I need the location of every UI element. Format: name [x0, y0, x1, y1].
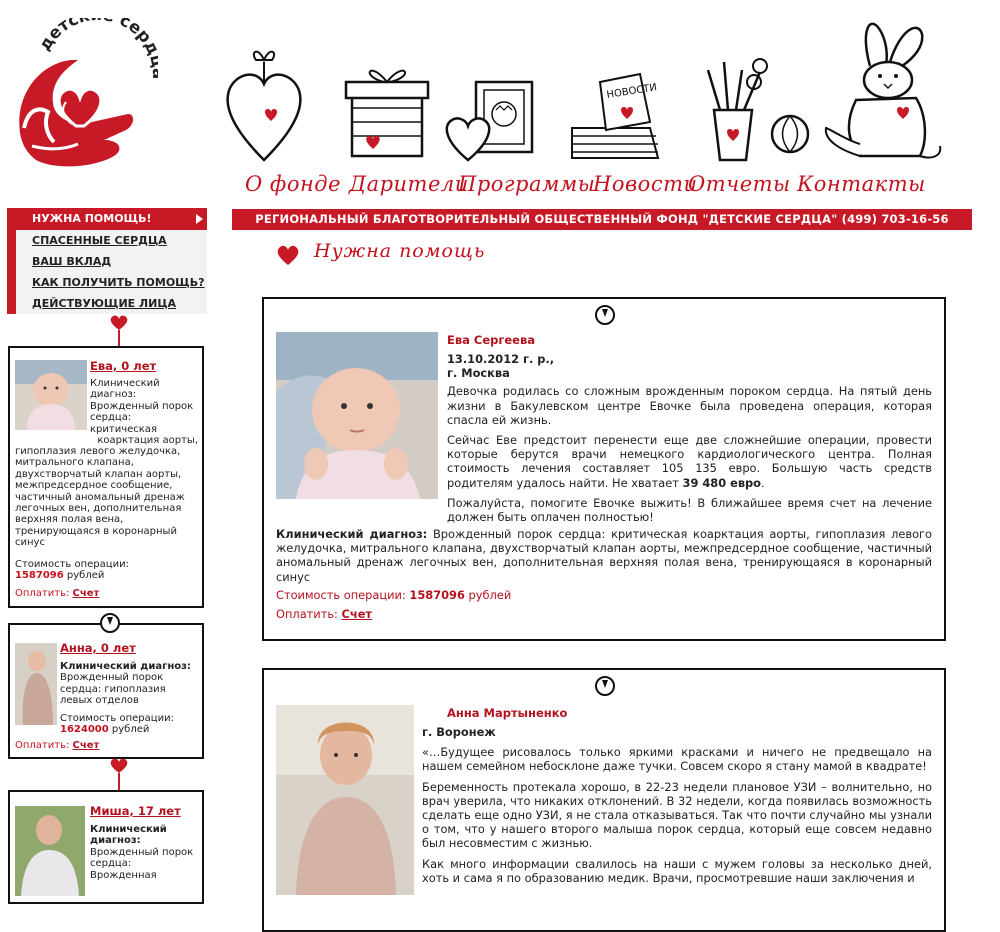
child-photo[interactable]: [15, 360, 87, 430]
invoice-link[interactable]: Счет: [341, 607, 373, 621]
sidebar-child-card: [8, 790, 204, 904]
clinical-diagnosis: Клинический диагноз: Врожденный порок сердца: критическая коарктация аорты, гипоплазия левого желудочка, митрального клапана, двухстворчатый клапан аорты, межпредсердное сообщение, частичный аномальный дренаж легочных вен, дополнительная верхняя полая вена, тренирующаяся в коронарный синус: [276, 527, 932, 584]
child-story: 13.10.2012 г. р., г. Москва Девочка родилась со сложным врожденным пороком сердца. На пятый день жизни в Бакулевском центре Евочке была проведена операция, которая спасла ей жизнь. Сейчас Еве предстоит перенести еще две сложнейшие операции, провести которые берутся врачи немецкого кардиологического центра. Полная стоимость лечения составляет 105 135 евро. Большую часть средств родителям удалось найти. Не хватает 39 480 евро. Пожалуйста, помогите Евочке выжить! В ближайшее время счет на лечение должен быть оплачен полностью!: [447, 352, 932, 525]
heart-with-bow-drawing-icon: [228, 52, 301, 160]
pay-row: Оплатить: Счет: [15, 588, 100, 599]
arrow-right-icon: [196, 214, 203, 224]
heart-pin-icon: [106, 314, 132, 348]
invoice-link[interactable]: Счет: [72, 740, 100, 751]
site-logo[interactable]: [8, 18, 158, 173]
operation-cost: Стоимость операции: 1624000 рублей: [60, 713, 174, 736]
child-photo[interactable]: [276, 332, 438, 499]
page-title: Нужна помощь: [276, 240, 576, 270]
mother-story: г. Воронеж «…Будущее рисовалось только яркими красками и ничего не предвещало на нашем семейном небосклоне даже тучки. Совсем скоро я стану мамой в квадрате! Беременность протекала хорошо, в 22-23 недели плановое УЗИ – волнительно, но врач уверила, что никаких отклонений. В 32 недели, когда появилась возможность сделать еще одно УЗИ, я не стала отказываться. Так что почти случайно мы узнали о том, что у нашего второго малыша порок сердца, который еще совсем недавно был несовместим с жизнью. Как много информации свалилось на наши с мужем головы за несколько дней, хоть и сама я по образованию медик. Врачи, просмотревшие наши заключения и: [422, 725, 932, 885]
pin-icon: [595, 305, 615, 325]
pay-row: Оплатить: Счет: [276, 607, 373, 621]
mother-photo[interactable]: [276, 705, 414, 895]
child-photo[interactable]: [15, 806, 85, 896]
pin-icon: [595, 676, 615, 696]
child-diagnosis-continued: гипоплазия левого желудочка, митрального клапана, двухстворчатый клапан аорты, межпредсердное сообщение, частичный аномальный дренаж легочных вен, дополнительная верхняя полая вена, тренирующаяся в коронарный синус: [15, 446, 185, 549]
photo-frame-drawing-icon: [447, 82, 532, 160]
main-navigation: [245, 172, 945, 204]
logo-text: детс сер: [34, 18, 156, 54]
gift-box-drawing-icon: [346, 71, 428, 156]
child-story-card: [262, 668, 946, 932]
sidebar-item-label: НУЖНА ПОМОЩЬ!: [32, 212, 152, 225]
child-name-link[interactable]: Миша, 17 лет: [90, 804, 181, 818]
pay-row: Оплатить: Счет: [15, 740, 100, 751]
hands-heart-logo-icon: [8, 18, 158, 173]
sidebar-item-people[interactable]: ДЕЙСТВУЮЩИЕ ЛИЦА: [32, 297, 177, 310]
child-name-link[interactable]: Ева, 0 лет: [90, 359, 157, 373]
sidebar-item-saved-hearts[interactable]: СПАСЕННЫЕ СЕРДЦА: [32, 234, 167, 247]
header-illustrations: [220, 10, 980, 175]
nav-link-programs[interactable]: Программы: [458, 172, 596, 196]
child-full-name: Ева Сергеева: [447, 333, 536, 347]
sidebar-child-card: [8, 623, 204, 759]
child-diagnosis: Клинический диагноз: Врожденный порок сердца: Врожденная: [90, 824, 194, 881]
ball-drawing-icon: [772, 116, 808, 152]
sidebar-child-card: [8, 346, 204, 608]
mother-full-name: Анна Мартыненко: [447, 706, 568, 720]
child-diagnosis: Клинический диагноз: Врожденный порок сердца: гипоплазия левых отделов: [60, 661, 191, 707]
operation-cost: Стоимость операции: 1587096 рублей: [15, 559, 129, 582]
child-diagnosis: Клинический диагноз: Врожденный порок сердца: критическая коарктация аорты,: [90, 378, 198, 447]
news-label: НОВОСТИ: [605, 82, 658, 101]
heart-pin-icon: [106, 757, 132, 791]
child-photo[interactable]: [15, 643, 57, 725]
nav-link-contacts[interactable]: Контакты: [797, 172, 926, 196]
sidebar-item-how-to-get-help[interactable]: КАК ПОЛУЧИТЬ ПОМОЩЬ?: [32, 276, 205, 289]
nav-link-news[interactable]: Новости: [593, 172, 698, 196]
sidebar-submenu: [7, 230, 207, 314]
nav-link-about[interactable]: О фонде: [245, 172, 342, 196]
invoice-link[interactable]: Счет: [72, 588, 100, 599]
sidebar-item-need-help[interactable]: [7, 208, 207, 230]
child-story-card: [262, 297, 946, 641]
nav-link-donors[interactable]: Дарители: [349, 172, 469, 196]
pin-icon: [100, 613, 120, 633]
sidebar-menu: [7, 208, 207, 314]
nav-link-reports[interactable]: Отчеты: [688, 172, 791, 196]
sidebar-item-your-contribution[interactable]: ВАШ ВКЛАД: [32, 255, 112, 268]
bunny-toy-drawing-icon: [826, 24, 940, 158]
child-name-link[interactable]: Анна, 0 лет: [60, 641, 136, 655]
newspaper-drawing-icon: [572, 74, 658, 158]
heart-icon: [276, 244, 300, 266]
pencil-cup-drawing-icon: [708, 59, 767, 160]
operation-cost: Стоимость операции: 1587096 рублей: [276, 588, 512, 602]
foundation-banner: РЕГИОНАЛЬНЫЙ БЛАГОТВОРИТЕЛЬНЫЙ ОБЩЕСТВЕННЫЙ ФОНД "ДЕТСКИЕ СЕРДЦА" (499) 703-16-56: [232, 209, 972, 230]
